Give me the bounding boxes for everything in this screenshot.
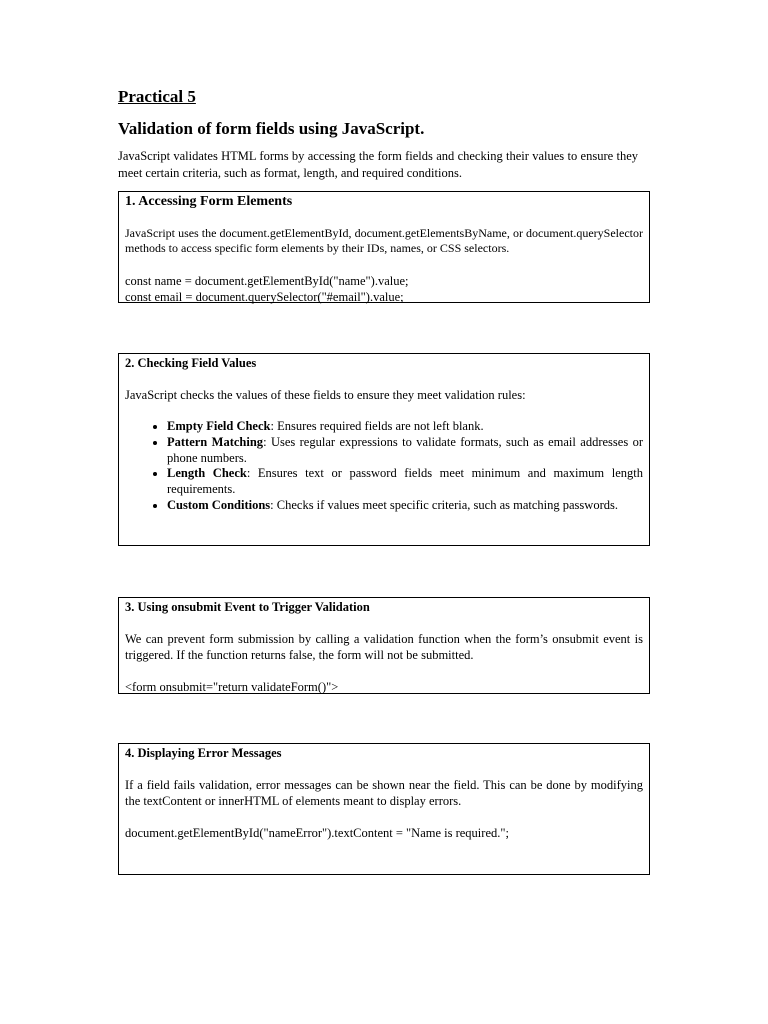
item-term: Pattern Matching	[167, 434, 264, 449]
section-title: 2. Checking Field Values	[125, 356, 257, 370]
item-term: Length Check	[167, 466, 247, 481]
code-line: <form onsubmit="return validateForm()">	[125, 680, 339, 694]
intro-paragraph: JavaScript validates HTML forms by accessing the form fields and checking their values to ensure they meet certain criteria, such as format, length, and required conditions.	[118, 149, 638, 180]
item-term: Empty Field Check	[167, 419, 271, 433]
practical-title: Practical 5	[118, 87, 196, 106]
section-text: JavaScript uses the document.getElementById, document.getElementsByName, or document.querySelector methods to access specific form elements by their IDs, names, or CSS selectors.	[125, 226, 643, 255]
list-item	[167, 435, 643, 467]
validation-checks-list	[125, 419, 643, 514]
section-title: 3. Using onsubmit Event to Trigger Validation	[125, 600, 370, 614]
list-item	[167, 419, 643, 435]
section-checking-field-values	[118, 353, 650, 546]
section-onsubmit-event	[118, 597, 650, 694]
code-line: const name = document.getElementById("name").value;	[125, 274, 409, 288]
section-accessing-form-elements	[118, 191, 650, 303]
section-title: 4. Displaying Error Messages	[125, 746, 282, 760]
item-description: : Ensures text or password fields meet minimum and maximum length requirements.	[167, 466, 643, 497]
document-heading: Validation of form fields using JavaScript.	[118, 119, 425, 138]
item-description: : Ensures required fields are not left blank.	[270, 419, 484, 433]
section-text: If a field fails validation, error messages can be shown near the field. This can be done by modifying the textContent or innerHTML of elements meant to display errors.	[125, 778, 643, 808]
section-text: We can prevent form submission by calling a validation function when the form’s onsubmit event is triggered. If the function returns false, the form will not be submitted.	[125, 632, 643, 662]
section-displaying-error-messages	[118, 743, 650, 875]
item-description: : Checks if values meet specific criteria, such as matching passwords.	[270, 497, 618, 512]
list-item	[167, 498, 643, 514]
section-title: 1. Accessing Form Elements	[125, 194, 293, 209]
code-line: document.getElementById("nameError").textContent = "Name is required.";	[125, 826, 509, 840]
list-item	[167, 466, 643, 498]
code-line: const email = document.querySelector("#email").value;	[125, 290, 404, 304]
item-term: Custom Conditions	[167, 497, 271, 512]
section-text: JavaScript checks the values of these fields to ensure they meet validation rules:	[125, 388, 526, 402]
item-description: : Uses regular expressions to validate formats, such as email addresses or phone numbers.	[167, 434, 643, 465]
